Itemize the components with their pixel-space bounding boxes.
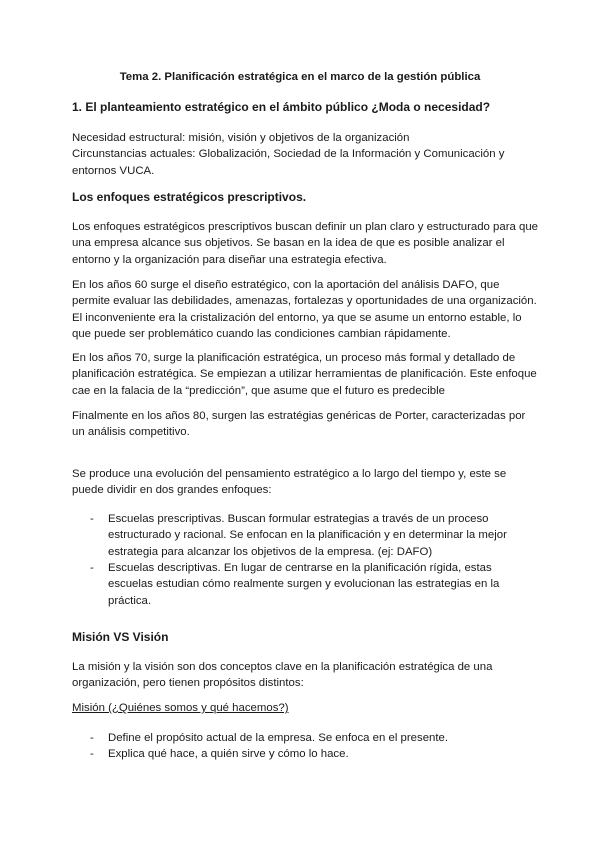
list-dash: - <box>90 748 94 760</box>
paragraph-necesidad <box>72 130 532 179</box>
text-line: entorno y la organización para diseñar una estrategia efectiva. <box>72 253 387 266</box>
text-line: Define el propósito actual de la empresa. Se enfoca en el presente. <box>108 732 449 744</box>
text-line: cae en la falacia de la “predicción”, que asume que el futuro es predecible <box>72 384 445 397</box>
text-line: El inconveniente era la cristalización del entorno, ya que se asume un entorno estable, lo <box>72 311 522 324</box>
document-title: Tema 2. Planificación estratégica en el marco de la gestión pública <box>119 71 481 83</box>
text-line: organización, pero tienen propósitos distintos: <box>72 677 304 690</box>
text-line: escuelas estudian cómo realmente surgen y evolucionan las estrategias en la <box>108 578 500 591</box>
text-line: permite evaluar las debilidades, amenazas, fortalezas y oportunidades de una organización. <box>72 295 537 308</box>
text-line: puede dividir en dos grandes enfoques: <box>72 484 272 497</box>
subheading-mision-vision: Misión VS Visión <box>72 630 169 644</box>
text-line: estructurado y racional. Se enfocan en la planificación y en determinar la mejor <box>108 529 507 542</box>
text-line: Explica qué hace, a quién sirve y cómo lo hace. <box>108 748 349 760</box>
paragraph-anos-60 <box>72 277 537 343</box>
paragraph-anos-70 <box>72 350 537 399</box>
text-line: estrategia para alcanzar los objetivos de la empresa. (ej: DAFO) <box>108 545 433 558</box>
text-line: Finalmente en los años 80, surgen las estratégias genéricas de Porter, caracterizadas por <box>72 410 526 422</box>
text-line: Escuelas descriptivas. En lugar de centrarse en la planificación rígida, estas <box>108 562 492 574</box>
text-line: Circunstancias actuales: Globalización, Sociedad de la Información y Comunicación y <box>72 148 505 161</box>
text-line: Escuelas prescriptivas. Buscan formular estrategias a través de un proceso <box>108 513 489 525</box>
text-line: entornos VUCA. <box>72 164 155 177</box>
list-dash: - <box>90 732 94 744</box>
text-line: Necesidad estructural: misión, visión y objetivos de la organización <box>72 132 410 144</box>
text-line: Se produce una evolución del pensamiento estratégico a lo largo del tiempo y, este se <box>72 468 507 480</box>
text-line: que puede ser problemático cuando las condiciones cambian rápidamente. <box>72 328 451 341</box>
text-line: En los años 70, surge la planificación estratégica, un proceso más formal y detallado de <box>72 352 516 364</box>
text-line: La misión y la visión son dos conceptos clave en la planificación estratégica de una <box>72 661 493 673</box>
paragraph-enfoques <box>72 219 539 268</box>
paragraph-mision-vision <box>72 659 532 692</box>
text-line: En los años 60 surge el diseño estratégico, con la aportación del análisis DAFO, que <box>72 279 500 291</box>
paragraph-evolucion <box>72 466 532 499</box>
subheading-enfoques: Los enfoques estratégicos prescriptivos. <box>72 190 307 204</box>
text-line: un análisis competitivo. <box>72 426 190 439</box>
text-line: Los enfoques estratégicos prescriptivos buscan definir un plan claro y estructurado para que <box>72 221 539 233</box>
list-dash: - <box>90 562 94 574</box>
mision-heading: Misión (¿Quiénes somos y qué hacemos?) <box>72 702 289 714</box>
paragraph-anos-80 <box>72 408 532 441</box>
text-line: una empresa alcance sus objetivos. Se basan en la idea de que es posible analizar el <box>72 237 505 250</box>
text-line: práctica. <box>108 594 152 607</box>
text-line: planificación estratégica. Se empiezan a utilizar herramientas de planificación. Este enfoque <box>72 368 537 381</box>
section-heading: 1. El planteamiento estratégico en el ámbito público ¿Moda o necesidad? <box>72 100 491 114</box>
list-dash: - <box>90 513 94 525</box>
